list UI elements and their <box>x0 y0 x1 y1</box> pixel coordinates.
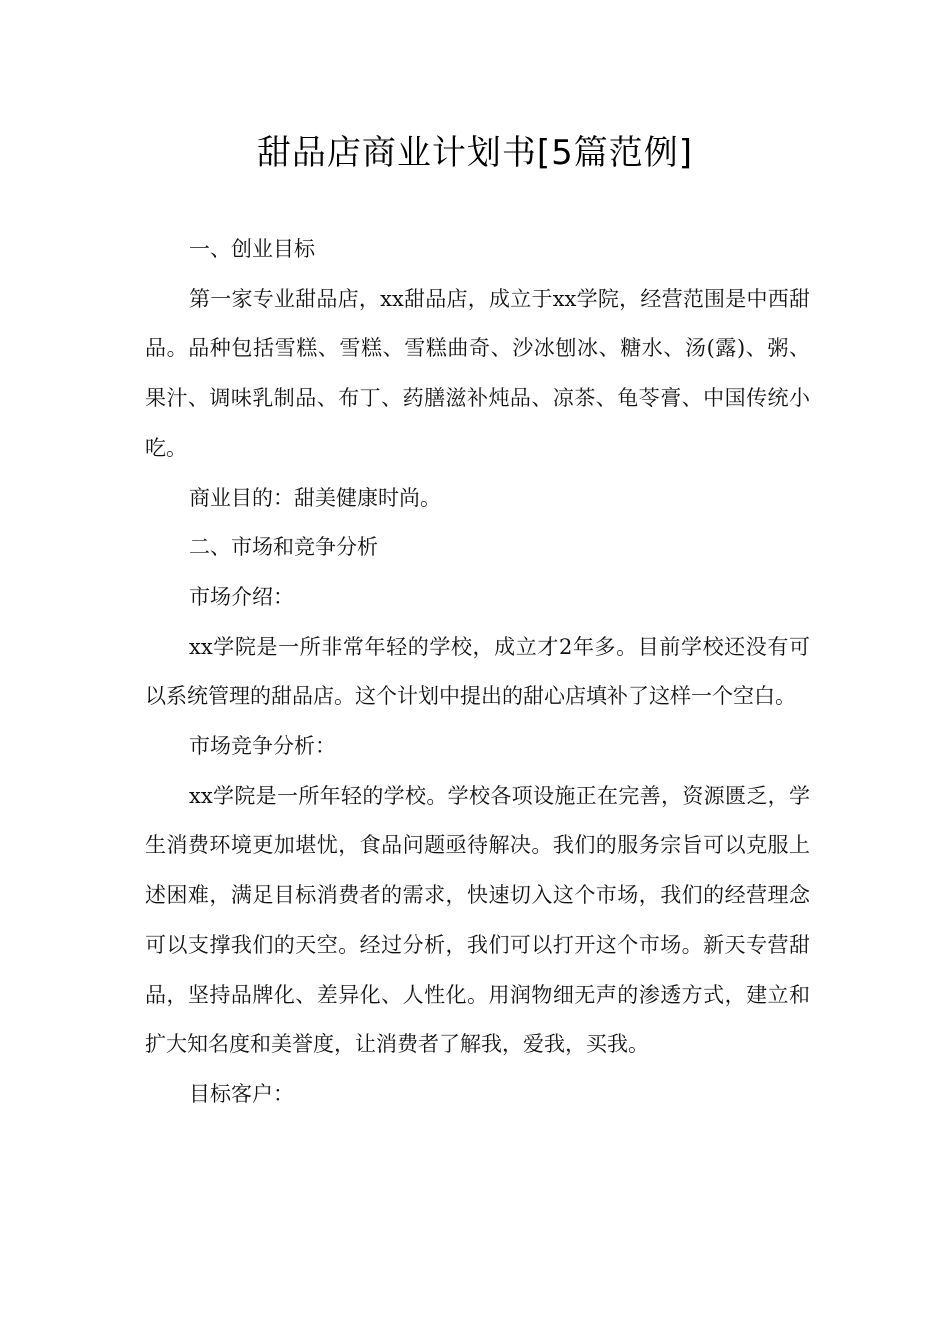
document-body <box>145 225 810 1120</box>
section-heading-goal: 一、创业目标 <box>189 237 315 261</box>
paragraph-market-intro: xx学院是一所非常年轻的学校，成立才2年多。目前学校还没有可以系统管理的甜品店。这个计划中提出的甜心店填补了这样一个空白。 <box>145 634 810 709</box>
subheading-market-intro: 市场介绍： <box>189 584 294 609</box>
subheading-target-customers: 目标客户： <box>189 1081 294 1106</box>
section-heading-market: 二、市场和竞争分析 <box>189 535 378 560</box>
paragraph-business-purpose: 商业目的：甜美健康时尚。 <box>189 485 441 510</box>
document-title: 甜品店商业计划书[5篇范例] <box>256 133 694 173</box>
paragraph-competition: xx学院是一所年轻的学校。学校各项设施正在完善，资源匮乏，学生消费环境更加堪忧，食品问题亟待解决。我们的服务宗旨可以克服上述困难，满足目标消费者的需求，快速切入这个市场，我们的经营理念可以支撑我们的天空。经过分析，我们可以打开这个市场。新天专营甜品，坚持品牌化、差异化、人性化。用润物细无声的渗透方式，建立和扩大知名度和美誉度，让消费者了解我，爱我，买我。 <box>145 783 810 1057</box>
subheading-competition: 市场竞争分析： <box>189 734 336 759</box>
paragraph-shop-intro: 第一家专业甜品店，xx甜品店，成立于xx学院，经营范围是中西甜品。品种包括雪糕、雪糕、雪糕曲奇、沙冰刨冰、糖水、汤(露)、粥、果汁、调味乳制品、布丁、药膳滋补炖品、凉茶、龟苓膏、中国传统小吃。 <box>145 286 810 460</box>
